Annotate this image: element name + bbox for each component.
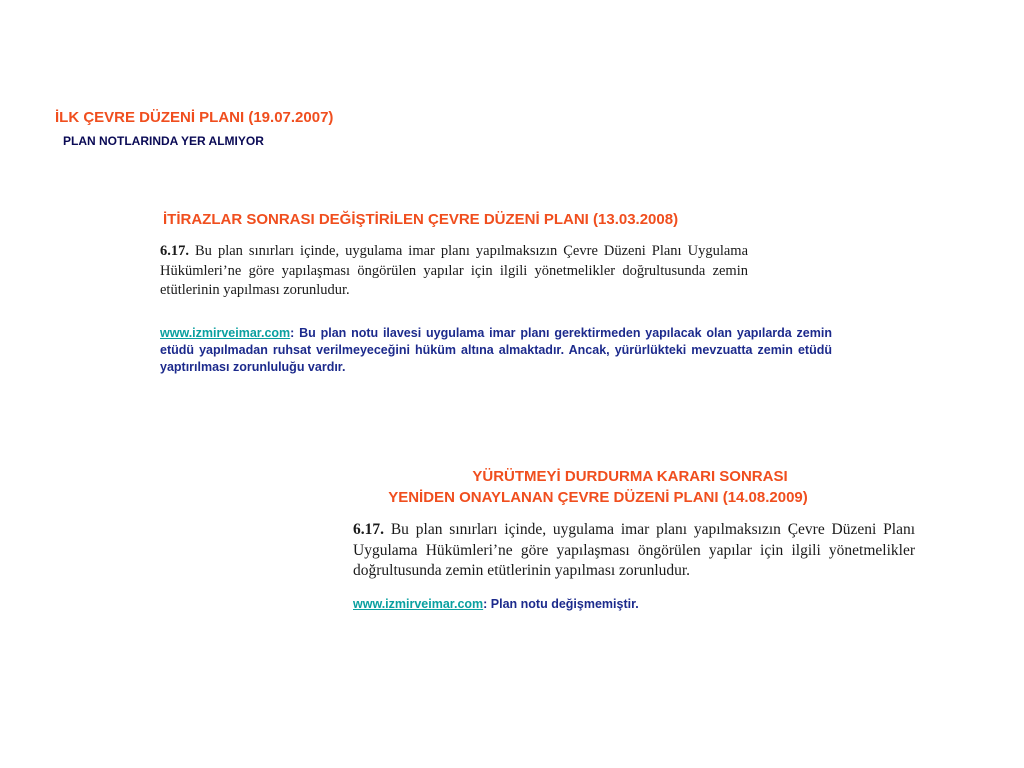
section3-note-text: : Plan notu değişmemiştir. — [483, 597, 639, 611]
section2-clause-text: Bu plan sınırları içinde, uygulama imar planı yapılmaksızın Çevre Düzeni Planı Uygulama Hükümleri’ne göre yapılaşması öngörülen yapılar için ilgili yönetmelikler doğrultusunda zemin etütlerinin yapılması zorunludur. — [160, 243, 748, 298]
section3-note — [353, 596, 913, 613]
section2-note-link[interactable]: www.izmirveimar.com — [160, 326, 291, 340]
section2-note — [160, 325, 832, 376]
section3-clause-number: 6.17. — [353, 521, 384, 538]
section2-clause — [160, 242, 748, 301]
section3-clause — [353, 520, 915, 582]
section2-clause-number: 6.17. — [160, 243, 189, 259]
section1-subtitle: PLAN NOTLARINDA YER ALMIYOR — [63, 134, 264, 148]
section2-title: İTİRAZLAR SONRASI DEĞİŞTİRİLEN ÇEVRE DÜZENİ PLANI (13.03.2008) — [163, 211, 679, 228]
section1-title: İLK ÇEVRE DÜZENİ PLANI (19.07.2007) — [55, 109, 334, 126]
section3-clause-text: Bu plan sınırları içinde, uygulama imar planı yapılmaksızın Çevre Düzeni Planı Uygulama Hükümleri’ne göre yapılaşması öngörülen yapılar için ilgili yönetmelikler doğrultusunda zemin etütlerinin yapılması zorunludur. — [353, 521, 916, 579]
section3-title-line2: YENİDEN ONAYLANAN ÇEVRE DÜZENİ PLANI (14.08.2009) — [388, 489, 808, 506]
section3-note-link[interactable]: www.izmirveimar.com — [353, 597, 484, 611]
section2-note-text: : Bu plan notu ilavesi uygulama imar planı gerektirmeden yapılacak olan yapılarda zemin etüdü yapılmadan ruhsat verilmeyeceğini hüküm altına almaktadır. Ancak, yürürlükteki mevzuatta zemin etüdü yaptırılması zorunluluğu vardır. — [160, 326, 832, 374]
section3-title-line1: YÜRÜTMEYİ DURDURMA KARARI SONRASI — [472, 468, 788, 485]
